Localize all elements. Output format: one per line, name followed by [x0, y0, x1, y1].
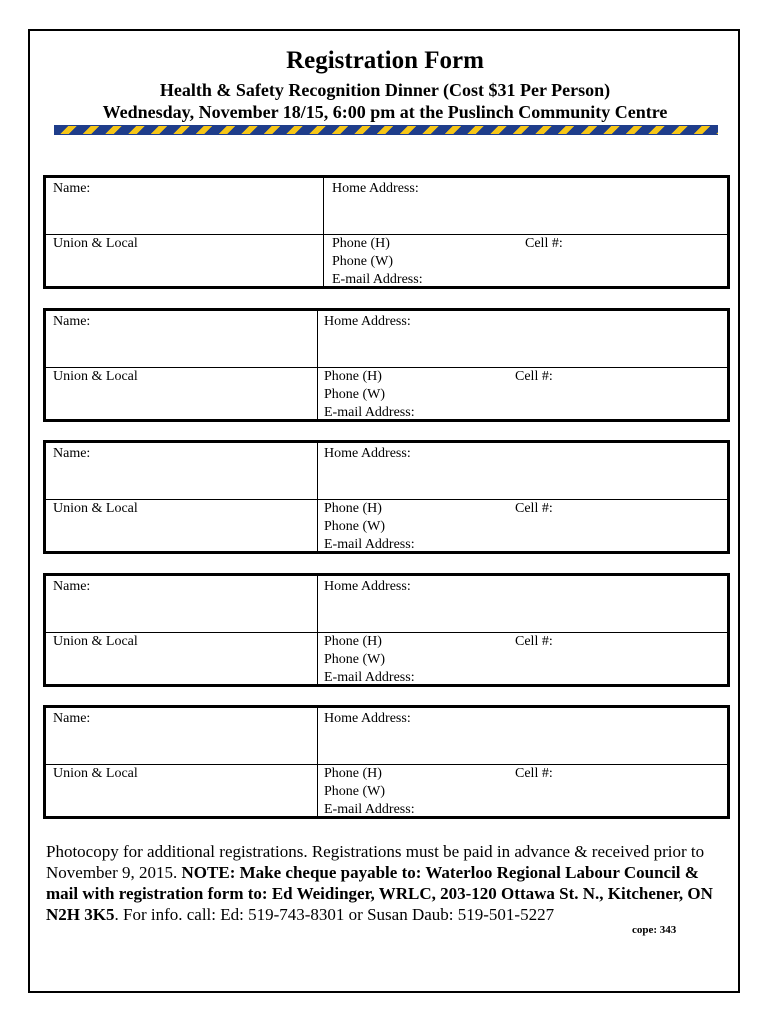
- phone-home-label[interactable]: Phone (H): [324, 766, 382, 781]
- name-label[interactable]: Name:: [53, 579, 91, 594]
- name-label[interactable]: Name:: [53, 446, 91, 461]
- column-divider: [323, 178, 324, 286]
- home-address-label[interactable]: Home Address:: [324, 579, 411, 594]
- phone-work-label[interactable]: Phone (W): [324, 519, 386, 534]
- name-label[interactable]: Name:: [53, 711, 91, 726]
- registrant-block-4: [43, 573, 730, 687]
- phone-work-label[interactable]: Phone (W): [324, 652, 386, 667]
- column-divider: [317, 311, 318, 419]
- home-address-label[interactable]: Home Address:: [324, 314, 411, 329]
- name-label[interactable]: Name:: [53, 314, 91, 329]
- cope-tag: cope: 343: [632, 924, 677, 936]
- email-label[interactable]: E-mail Address:: [324, 405, 415, 420]
- phone-work-label[interactable]: Phone (W): [324, 387, 386, 402]
- registrant-block-3: [43, 440, 730, 554]
- phone-home-label[interactable]: Phone (H): [332, 236, 390, 251]
- union-local-label[interactable]: Union & Local: [53, 501, 138, 516]
- union-local-label[interactable]: Union & Local: [53, 236, 138, 251]
- payment-note: NOTE: Make cheque payable to: Waterloo Regional Labour Council & mail with registration form to: Ed Weidinger, WRLC, 203-120 Ottawa St. N., Kitchener, ON N2H 3K5: [46, 863, 713, 924]
- registrant-block-2: [43, 308, 730, 422]
- home-address-label[interactable]: Home Address:: [332, 181, 419, 196]
- event-subtitle: Health & Safety Recognition Dinner (Cost $31 Per Person): [159, 80, 611, 100]
- cell-label[interactable]: Cell #:: [515, 501, 553, 516]
- registrant-block-5: [43, 705, 730, 819]
- registrant-block-1: [43, 175, 730, 289]
- event-date-location: Wednesday, November 18/15, 6:00 pm at the Puslinch Community Centre: [102, 102, 668, 122]
- cell-label[interactable]: Cell #:: [515, 766, 553, 781]
- decorative-stripe: [54, 125, 718, 135]
- cell-label[interactable]: Cell #:: [515, 369, 553, 384]
- phone-work-label[interactable]: Phone (W): [324, 784, 386, 799]
- registration-instructions: [46, 841, 726, 925]
- email-label[interactable]: E-mail Address:: [324, 802, 415, 817]
- home-address-label[interactable]: Home Address:: [324, 446, 411, 461]
- cell-label[interactable]: Cell #:: [515, 634, 553, 649]
- form-title: Registration Form: [286, 47, 484, 74]
- email-label[interactable]: E-mail Address:: [324, 670, 415, 685]
- union-local-label[interactable]: Union & Local: [53, 766, 138, 781]
- column-divider: [317, 443, 318, 551]
- home-address-label[interactable]: Home Address:: [324, 711, 411, 726]
- phone-work-label[interactable]: Phone (W): [332, 254, 394, 269]
- column-divider: [317, 708, 318, 816]
- union-local-label[interactable]: Union & Local: [53, 369, 138, 384]
- email-label[interactable]: E-mail Address:: [332, 272, 423, 287]
- instructions-text-1: Photocopy for additional registrations. Registrations must be paid in advance & received prior to November 9, 2015.: [46, 842, 705, 882]
- union-local-label[interactable]: Union & Local: [53, 634, 138, 649]
- contact-info: . For info. call: Ed: 519-743-8301 or Susan Daub: 519-501-5227: [114, 905, 555, 924]
- cell-label[interactable]: Cell #:: [525, 236, 563, 251]
- phone-home-label[interactable]: Phone (H): [324, 501, 382, 516]
- phone-home-label[interactable]: Phone (H): [324, 634, 382, 649]
- email-label[interactable]: E-mail Address:: [324, 537, 415, 552]
- name-label[interactable]: Name:: [53, 181, 91, 196]
- phone-home-label[interactable]: Phone (H): [324, 369, 382, 384]
- column-divider: [317, 576, 318, 684]
